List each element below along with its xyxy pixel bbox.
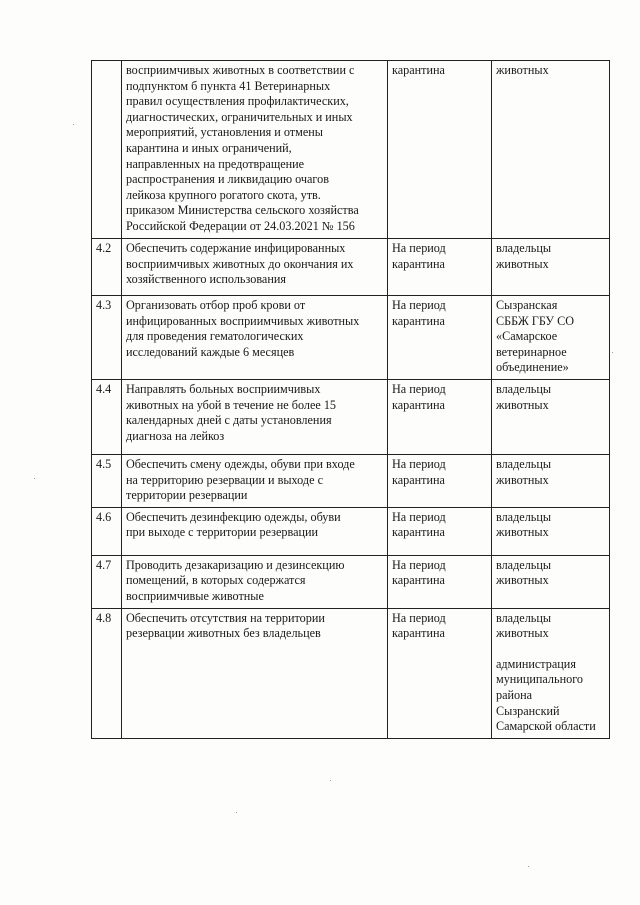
row-number: 4.7	[92, 555, 122, 608]
table-row-4-6	[92, 507, 610, 555]
measure-responsible: животных	[492, 61, 610, 239]
measure-description: Обеспечить дезинфекцию одежды, обуви при выходе с территории резервации	[122, 507, 388, 555]
row-number: 4.2	[92, 239, 122, 296]
table-row-4-3	[92, 296, 610, 380]
table-row-4-7	[92, 555, 610, 608]
table-row-4-5	[92, 454, 610, 507]
measure-responsible: владельцы животных	[492, 555, 610, 608]
row-number: 4.8	[92, 608, 122, 738]
spacer	[496, 642, 606, 657]
row-number: 4.4	[92, 379, 122, 454]
table-row-4-8	[92, 608, 610, 738]
responsible-owners: владельцы животных	[496, 610, 552, 641]
measure-term: На период карантина	[388, 239, 492, 296]
table-row-continuation	[92, 61, 610, 239]
measure-description: Обеспечить отсутствия на территории резервации животных без владельцев	[122, 608, 388, 738]
measure-description: Обеспечить смену одежды, обуви при входе на территорию резервации и выходе с территории резервации	[122, 454, 388, 507]
measure-term: На период карантина	[388, 608, 492, 738]
measure-description: Направлять больных восприимчивых животных на убой в течение не более 15 календарных дней с даты установления диагноза на лейкоз	[122, 379, 388, 454]
measure-responsible	[492, 608, 610, 738]
measure-term: На период карантина	[388, 454, 492, 507]
measure-description: Организовать отбор проб крови от инфицированных восприимчивых животных для проведения гематологических исследований каждые 6 месяцев	[122, 296, 388, 380]
row-number	[92, 61, 122, 239]
row-number: 4.3	[92, 296, 122, 380]
measure-responsible: владельцы животных	[492, 239, 610, 296]
scan-speck	[34, 478, 35, 479]
measure-description: восприимчивых животных в соответствии с подпунктом б пункта 41 Ветеринарных правил осуществления профилактических, диагностических, ограничительных и иных мероприятий, установления и отмены карантина и иных ограничений, направленных на предотвращение распространения и ликвидацию очагов лейкоза крупного рогатого скота, утв. приказом Министерства сельского хозяйства Российской Федерации от 24.03.2021 № 156	[122, 61, 388, 239]
measure-term: На период карантина	[388, 296, 492, 380]
measure-responsible: Сызранская СББЖ ГБУ СО «Самарское ветеринарное объединение»	[492, 296, 610, 380]
measures-table	[91, 60, 610, 739]
scan-speck	[528, 866, 529, 867]
measure-term: На период карантина	[388, 507, 492, 555]
responsible-administration: администрация муниципального района Сызранский Самарской области	[496, 656, 596, 734]
measure-description: Обеспечить содержание инфицированных восприимчивых животных до окончания их хозяйственного использования	[122, 239, 388, 296]
measure-term: На период карантина	[388, 555, 492, 608]
measure-responsible: владельцы животных	[492, 507, 610, 555]
scan-speck	[612, 352, 613, 353]
scan-speck	[236, 812, 237, 813]
measure-description: Проводить дезакаризацию и дезинсекцию помещений, в которых содержатся восприимчивые животные	[122, 555, 388, 608]
scan-speck	[330, 780, 331, 781]
table-row-4-2	[92, 239, 610, 296]
measure-responsible: владельцы животных	[492, 379, 610, 454]
table-row-4-4	[92, 379, 610, 454]
measure-term: карантина	[388, 61, 492, 239]
row-number: 4.6	[92, 507, 122, 555]
scan-speck	[73, 124, 74, 125]
row-number: 4.5	[92, 454, 122, 507]
measure-responsible: владельцы животных	[492, 454, 610, 507]
measure-term: На период карантина	[388, 379, 492, 454]
